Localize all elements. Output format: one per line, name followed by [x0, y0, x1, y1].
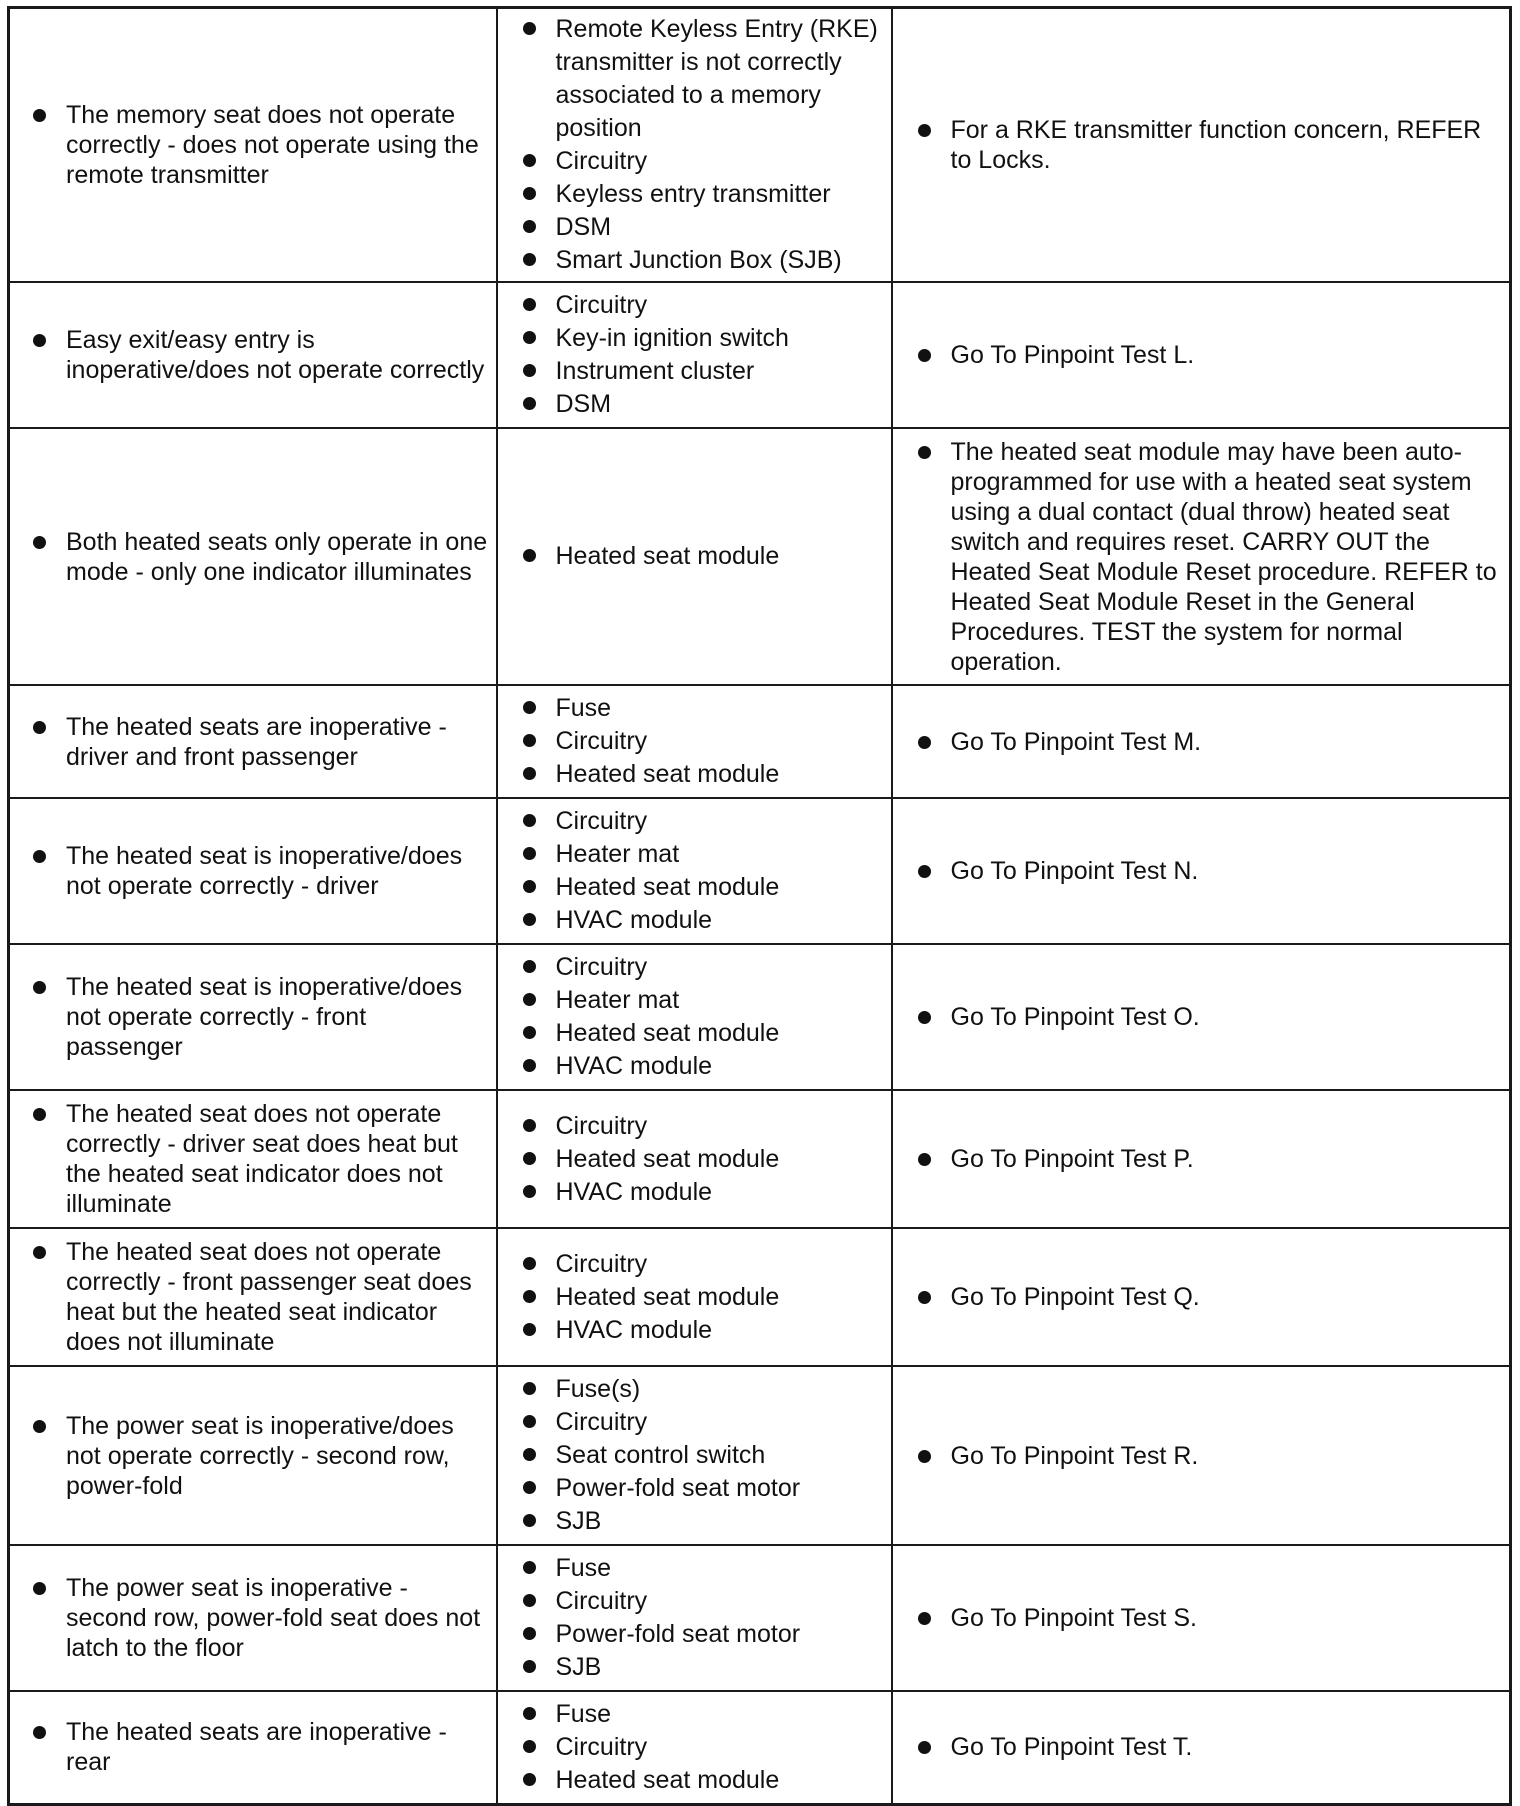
- possible-source-item: Instrument cluster: [556, 355, 885, 388]
- action-cell: [892, 685, 1511, 798]
- condition-cell: [9, 282, 497, 428]
- condition-cell: [9, 1090, 497, 1228]
- condition-text: The heated seat does not operate correctly - front passenger seat does heat but the heated seat indicator does not illuminate: [66, 1237, 490, 1357]
- condition-cell: [9, 1228, 497, 1366]
- action-cell: [892, 1090, 1511, 1228]
- possible-source-item: Circuitry: [556, 1406, 885, 1439]
- table-row: [9, 1691, 1511, 1804]
- table-row: [9, 1228, 1511, 1366]
- action-cell: [892, 428, 1511, 685]
- possible-source-item: Heated seat module: [556, 1764, 885, 1797]
- table-row: [9, 685, 1511, 798]
- possible-source-item: Circuitry: [556, 289, 885, 322]
- possible-source-item: Circuitry: [556, 1110, 885, 1143]
- possible-sources-cell: [497, 1090, 892, 1228]
- action-text: Go To Pinpoint Test N.: [951, 856, 1504, 886]
- possible-sources-cell: [497, 1545, 892, 1691]
- condition-cell: [9, 428, 497, 685]
- action-text: Go To Pinpoint Test Q.: [951, 1282, 1504, 1312]
- condition-cell: [9, 798, 497, 944]
- symptom-chart-table: [7, 6, 1512, 1806]
- possible-source-item: Circuitry: [556, 951, 885, 984]
- possible-source-item: Power-fold seat motor: [556, 1618, 885, 1651]
- action-text: Go To Pinpoint Test T.: [951, 1732, 1504, 1762]
- condition-text: The power seat is inoperative/does not operate correctly - second row, power-fold: [66, 1411, 490, 1501]
- possible-source-item: Heated seat module: [556, 1017, 885, 1050]
- possible-sources-cell: [497, 1691, 892, 1804]
- possible-source-item: Fuse: [556, 1698, 885, 1731]
- condition-text: Easy exit/easy entry is inoperative/does not operate correctly: [66, 325, 490, 385]
- possible-source-item: Key-in ignition switch: [556, 322, 885, 355]
- possible-source-item: Circuitry: [556, 1248, 885, 1281]
- table-row: [9, 1366, 1511, 1545]
- action-text: Go To Pinpoint Test S.: [951, 1603, 1504, 1633]
- action-text: For a RKE transmitter function concern, REFER to Locks.: [951, 115, 1504, 175]
- action-text: The heated seat module may have been auto-programmed for use with a heated seat system using a dual contact (dual throw) heated seat switch and requires reset. CARRY OUT the Heated Seat Module Reset procedure. REFER to Heated Seat Module Reset in the General Procedures. TEST the system for normal operation.: [951, 437, 1504, 677]
- action-text: Go To Pinpoint Test M.: [951, 727, 1504, 757]
- possible-source-item: Smart Junction Box (SJB): [556, 244, 885, 277]
- condition-text: The heated seat is inoperative/does not operate correctly - front passenger: [66, 972, 490, 1062]
- action-text: Go To Pinpoint Test O.: [951, 1002, 1504, 1032]
- condition-text: The heated seats are inoperative - driver and front passenger: [66, 712, 490, 772]
- possible-source-item: Power-fold seat motor: [556, 1472, 885, 1505]
- action-text: Go To Pinpoint Test P.: [951, 1144, 1504, 1174]
- possible-source-item: Circuitry: [556, 1585, 885, 1618]
- possible-source-item: Keyless entry transmitter: [556, 178, 885, 211]
- possible-source-item: Circuitry: [556, 145, 885, 178]
- condition-cell: [9, 1691, 497, 1804]
- action-text: Go To Pinpoint Test L.: [951, 340, 1504, 370]
- possible-source-item: HVAC module: [556, 1314, 885, 1347]
- possible-source-item: DSM: [556, 211, 885, 244]
- table-row: [9, 798, 1511, 944]
- condition-text: The heated seat does not operate correctly - driver seat does heat but the heated seat indicator does not illuminate: [66, 1099, 490, 1219]
- action-cell: [892, 944, 1511, 1090]
- symptom-chart-body: [9, 8, 1511, 1805]
- possible-source-item: HVAC module: [556, 904, 885, 937]
- possible-source-item: SJB: [556, 1505, 885, 1538]
- possible-sources-cell: [497, 685, 892, 798]
- possible-source-item: Heater mat: [556, 984, 885, 1017]
- possible-sources-cell: [497, 282, 892, 428]
- possible-source-item: Circuitry: [556, 805, 885, 838]
- action-cell: [892, 798, 1511, 944]
- possible-source-item: Heated seat module: [556, 540, 885, 573]
- possible-source-item: Heated seat module: [556, 871, 885, 904]
- possible-source-item: Fuse: [556, 1552, 885, 1585]
- possible-sources-cell: [497, 944, 892, 1090]
- possible-source-item: Remote Keyless Entry (RKE) transmitter is not correctly associated to a memory position: [556, 13, 885, 145]
- action-cell: [892, 1366, 1511, 1545]
- possible-source-item: Seat control switch: [556, 1439, 885, 1472]
- table-row: [9, 1090, 1511, 1228]
- condition-text: The memory seat does not operate correctly - does not operate using the remote transmitter: [66, 100, 490, 190]
- table-row: [9, 8, 1511, 283]
- condition-cell: [9, 1545, 497, 1691]
- possible-sources-cell: [497, 8, 892, 283]
- possible-source-item: Circuitry: [556, 1731, 885, 1764]
- possible-source-item: DSM: [556, 388, 885, 421]
- possible-sources-cell: [497, 1228, 892, 1366]
- condition-text: The power seat is inoperative - second row, power-fold seat does not latch to the floor: [66, 1573, 490, 1663]
- condition-cell: [9, 1366, 497, 1545]
- action-text: Go To Pinpoint Test R.: [951, 1441, 1504, 1471]
- action-cell: [892, 1545, 1511, 1691]
- action-cell: [892, 282, 1511, 428]
- possible-sources-cell: [497, 798, 892, 944]
- action-cell: [892, 1691, 1511, 1804]
- action-cell: [892, 8, 1511, 283]
- table-row: [9, 944, 1511, 1090]
- possible-source-item: Circuitry: [556, 725, 885, 758]
- condition-cell: [9, 685, 497, 798]
- possible-source-item: HVAC module: [556, 1050, 885, 1083]
- condition-cell: [9, 8, 497, 283]
- possible-source-item: Heater mat: [556, 838, 885, 871]
- possible-source-item: HVAC module: [556, 1176, 885, 1209]
- condition-text: The heated seats are inoperative - rear: [66, 1717, 490, 1777]
- possible-source-item: Heated seat module: [556, 758, 885, 791]
- condition-text: Both heated seats only operate in one mode - only one indicator illuminates: [66, 527, 490, 587]
- action-cell: [892, 1228, 1511, 1366]
- table-row: [9, 1545, 1511, 1691]
- possible-source-item: Heated seat module: [556, 1143, 885, 1176]
- table-row: [9, 282, 1511, 428]
- possible-source-item: Fuse: [556, 692, 885, 725]
- table-row: [9, 428, 1511, 685]
- possible-source-item: SJB: [556, 1651, 885, 1684]
- condition-text: The heated seat is inoperative/does not operate correctly - driver: [66, 841, 490, 901]
- possible-sources-cell: [497, 428, 892, 685]
- possible-source-item: Fuse(s): [556, 1373, 885, 1406]
- possible-sources-cell: [497, 1366, 892, 1545]
- possible-source-item: Heated seat module: [556, 1281, 885, 1314]
- condition-cell: [9, 944, 497, 1090]
